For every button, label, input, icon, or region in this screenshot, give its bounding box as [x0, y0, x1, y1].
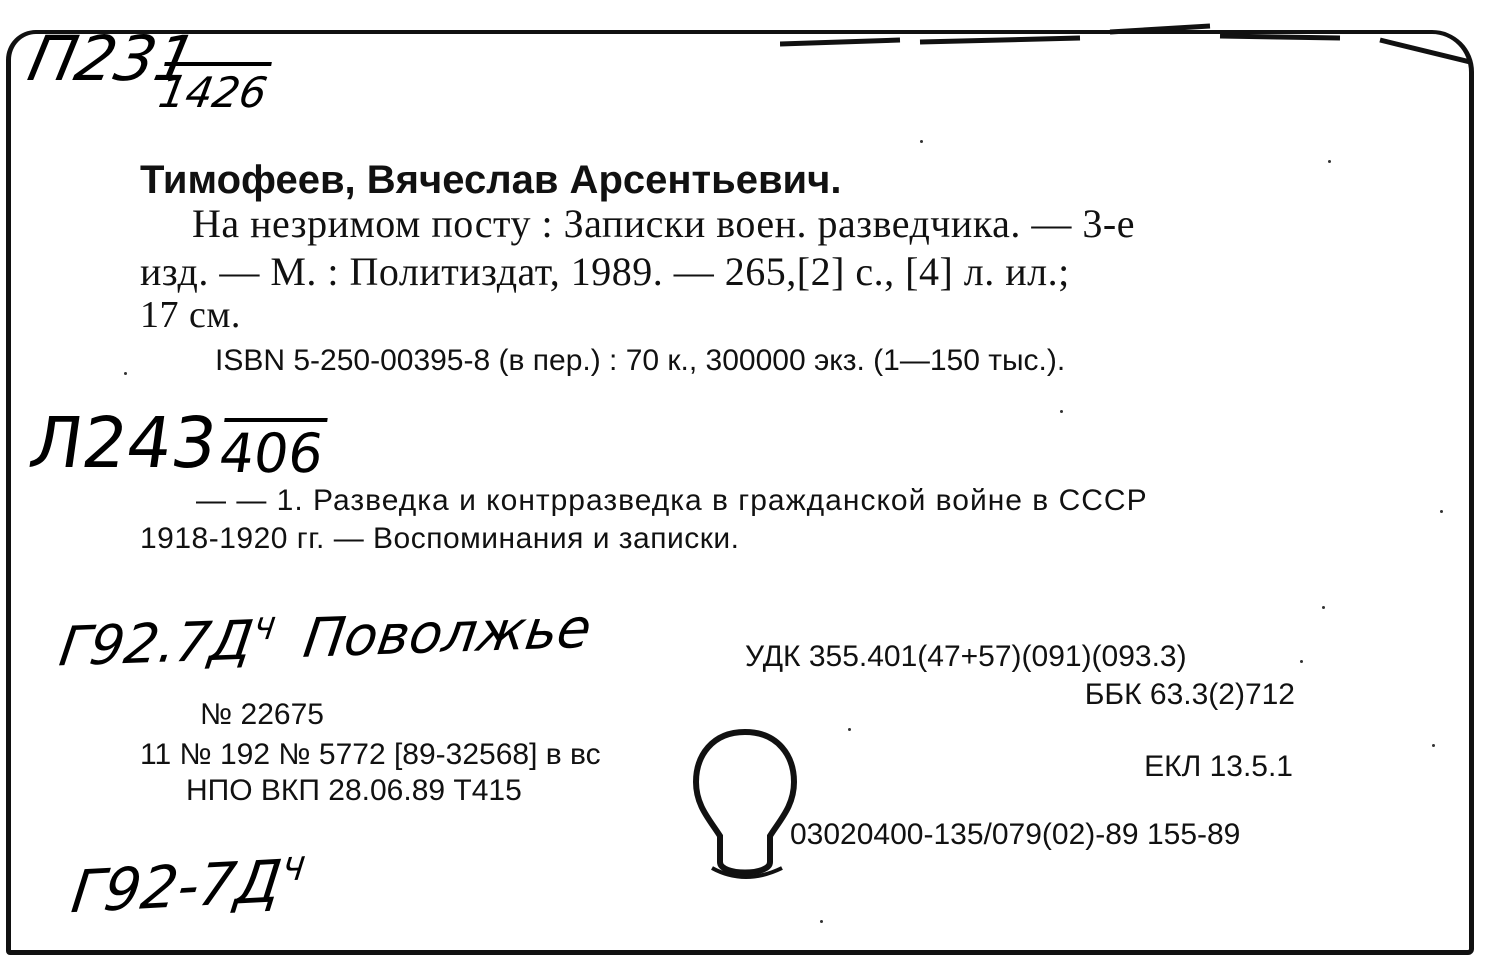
print-info-line-1: 11 № 192 № 5772 [89-32568] в вс	[140, 738, 601, 771]
order-number: № 22675	[200, 698, 324, 731]
speck	[1300, 660, 1303, 663]
isbn-line: ISBN 5-250-00395-8 (в пер.) : 70 к., 300000 экз. (1—150 тыс.).	[215, 344, 1066, 377]
subject-line-1: — — 1. Разведка и контрразведка в гражданской войне в СССР	[196, 484, 1148, 517]
title-line-1: На незримом посту : Записки воен. разведчика. — 3-е	[192, 201, 1135, 246]
print-info-line-2: НПО ВКП 28.06.89 Т415	[186, 774, 522, 807]
title-line-2: изд. — М. : Политиздат, 1989. — 265,[2] с., [4] л. ил.;	[140, 249, 1070, 294]
speck	[848, 728, 851, 731]
handwritten-code-top: П231	[22, 22, 203, 95]
bbk-classification: ББК 63.3(2)712	[1084, 678, 1295, 711]
handwritten-shelf-mark-2: $Г92-7Д^Ч$	[67, 846, 307, 927]
speck	[1432, 744, 1435, 747]
card-torn-edge	[780, 14, 1470, 74]
speck	[1328, 160, 1331, 163]
speck	[1322, 606, 1325, 609]
speck	[1440, 510, 1443, 513]
handwritten-sub-top: 1426	[155, 62, 272, 117]
speck	[920, 140, 923, 143]
author-heading: Тимофеев, Вячеслав Арсентьевич.	[140, 158, 842, 202]
title-line-3: 17 см.	[140, 294, 241, 336]
speck	[820, 920, 823, 923]
production-code: 03020400-135/079(02)-89 155-89	[790, 818, 1241, 851]
handwritten-sub-mid: 406	[215, 418, 327, 485]
speck	[124, 372, 127, 375]
handwritten-shelf-mark-1: $Г92.7Д^Ч$ Поволжье	[55, 596, 596, 679]
punch-hole-icon	[690, 726, 800, 886]
subject-line-2: 1918-1920 гг. — Воспоминания и записки.	[140, 522, 740, 555]
ekl-classification: ЕКЛ 13.5.1	[1144, 750, 1293, 783]
udk-classification: УДК 355.401(47+57)(091)(093.3)	[745, 640, 1187, 673]
speck	[1060, 410, 1063, 413]
handwritten-code-mid: Л243	[24, 402, 223, 484]
